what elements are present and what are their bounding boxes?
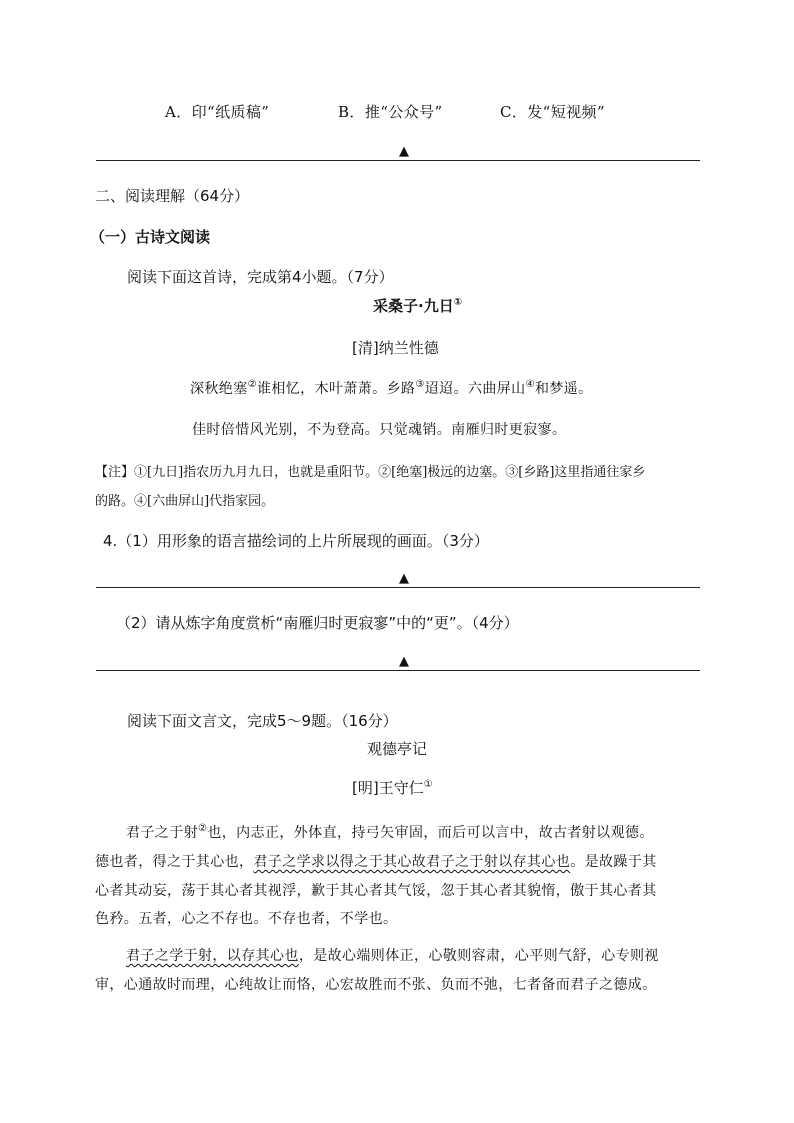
prose-p2-line-1 (126, 945, 659, 965)
poem-title (373, 295, 462, 316)
poem-author: [清]纳兰性德 (352, 339, 439, 357)
prose-author (352, 777, 433, 798)
poem-title-text: 采桑子·九日 (373, 297, 454, 315)
poem-notes-line-2: 的路。④[六曲屏山]代指家园。 (95, 494, 275, 509)
poem-line-1-seg: 谁相忆，木叶萧萧。乡路 (256, 381, 416, 397)
poem-line-1-seg: 和梦遥。 (534, 381, 593, 397)
prose-p1-line-3: 心者其动妄，荡于其心者其视浮，歉于其心者其气馁，忽于其心者其貌惰，傲于其心者其 (95, 883, 657, 899)
prose-text-seg: 也，内志正，外体直，持弓矢审固，而后可以言中，故古者射以观德。 (207, 825, 654, 841)
prose-p1-line-4: 色矜。五者，心之不存也。不存也者，不学也。 (95, 911, 398, 927)
poem-instruction: 阅读下面这首诗，完成第4小题。（7分） (127, 268, 394, 286)
prose-p1-line-2 (95, 851, 657, 871)
prose-text-seg: 君子之于射 (126, 825, 198, 841)
answer-mark-3: ▲ (399, 654, 409, 669)
answer-rule-3 (96, 670, 700, 671)
option-c: C．发“短视频” (500, 103, 606, 121)
poem-note-mark: ③ (415, 379, 425, 390)
prose-author-note: ① (423, 779, 433, 790)
underlined-sentence-2: 君子之学于射，以存其心也 (126, 948, 299, 964)
poem-line-1-seg: 迢迢。六曲屏山 (424, 381, 526, 397)
poem-note-mark: ④ (525, 379, 535, 390)
prose-title: 观德亭记 (367, 740, 428, 758)
prose-text-seg: ，是故心端则体正，心敬则容肃，心平则气舒，心专则视 (298, 948, 659, 964)
poem-notes-line-1: 【注】①[九日]指农历九月九日，也就是重阳节。②[绝塞]极远的边塞。③[乡路]这里指通往家乡 (95, 465, 646, 480)
poem-title-note: ① (453, 297, 463, 308)
prose-p2-line-2: 审，心通故时而理，心纯故让而恪，心宏故胜而不张、负而不弛，七者备而君子之德成。 (95, 977, 657, 993)
answer-rule-2 (96, 587, 700, 588)
poem-line-1-seg: 深秋绝塞 (190, 381, 248, 397)
question-4-2: （2）请从炼字角度赏析“南雁归时更寂寥”中的“更”。（4分） (116, 614, 519, 632)
section2-title: 二、阅读理解（64分） (95, 187, 250, 205)
option-a: A．印“纸质稿” (165, 103, 270, 121)
prose-p1-line-1 (126, 822, 654, 842)
prose-text-seg: 。是故躁于其 (570, 854, 657, 870)
prose-note-mark: ② (198, 823, 208, 834)
poem-line-2: 佳时倍惜风光别，不为登高。只觉魂销。南雁归时更寂寥。 (192, 422, 567, 438)
option-b: B．推“公众号” (338, 103, 443, 121)
subsection1-title: （一）古诗文阅读 (90, 228, 211, 246)
answer-mark-2: ▲ (399, 571, 409, 586)
prose-author-text: [明]王守仁 (352, 779, 424, 797)
prose-instruction: 阅读下面文言文，完成5～9题。（16分） (127, 712, 398, 730)
underlined-sentence-1: 君子之学求以得之于其心故君子之于射以存其心也 (253, 854, 571, 870)
answer-mark-1: ▲ (399, 144, 409, 159)
question-4-1: 4.（1）用形象的语言描绘词的上片所展现的画面。（3分） (103, 532, 489, 550)
answer-rule-1 (96, 160, 700, 161)
prose-text-seg: 德也者，得之于其心也， (95, 854, 254, 870)
poem-note-mark: ② (247, 379, 257, 390)
poem-line-1 (190, 378, 593, 398)
